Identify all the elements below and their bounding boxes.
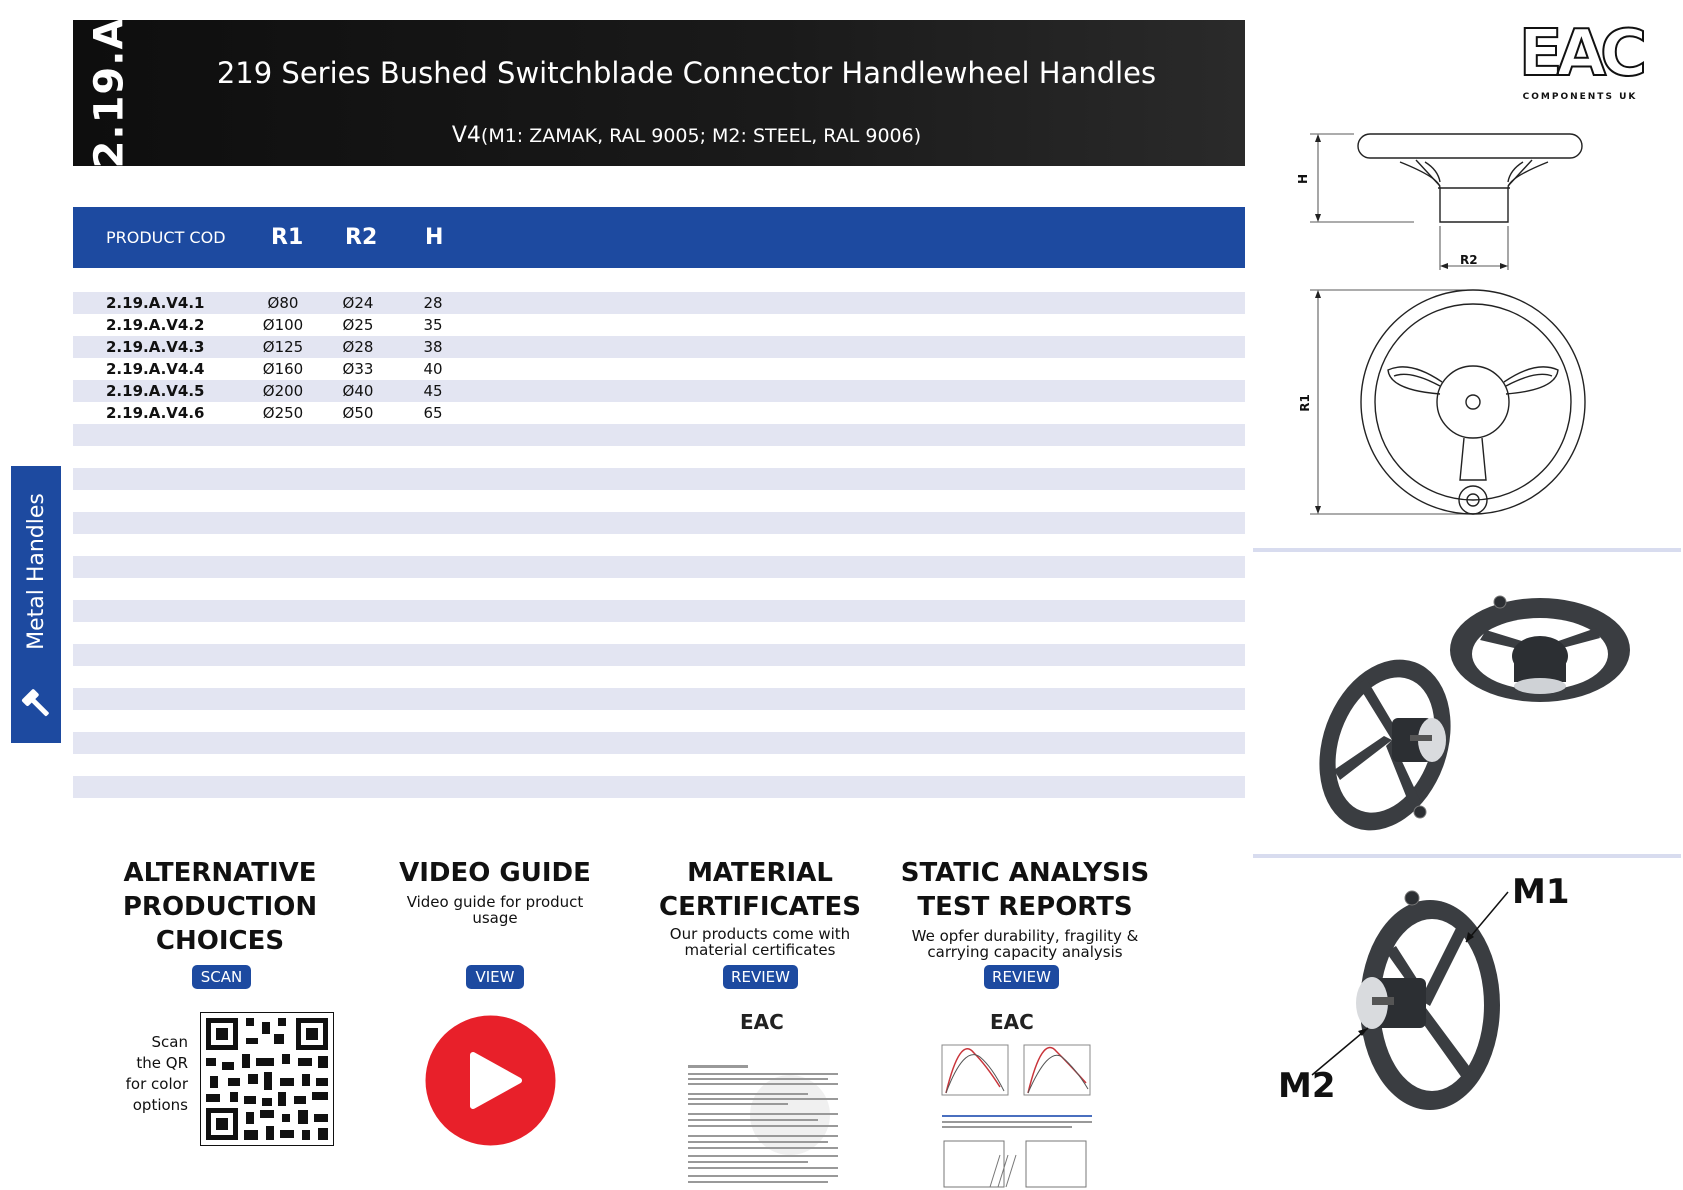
dimension-r2-label: R2 [1460,253,1478,267]
table-row [73,402,1245,424]
cell-h: 35 [423,316,443,334]
column-header-r1: R1 [271,225,304,250]
category-label: Metal Handles [23,492,49,650]
panel-divider [1253,854,1681,858]
cell-h: 65 [423,404,443,422]
table-row [73,380,1245,402]
qr-caption: Scan the QR for color options [125,1033,188,1114]
cell-r2: Ø28 [342,338,374,356]
cell-r2: Ø40 [342,382,374,400]
cell-r2: Ø24 [342,294,374,312]
certificate-thumbnail[interactable] [680,1005,860,1190]
cell-r1: Ø250 [262,404,304,422]
panel-divider [1253,548,1681,552]
material-review-button[interactable]: REVIEW [723,965,798,989]
column-header-r2: R2 [345,225,378,250]
column-header-h: H [425,225,444,250]
series-code: 2.19.A [86,17,132,169]
report-logo-icon: EAC [990,1010,1034,1034]
cell-h: 28 [423,294,443,312]
table-stripe [73,600,1245,622]
cell-h: 38 [423,338,443,356]
video-guide-desc: Video guide for product usage [406,893,584,927]
test-report-thumbnail[interactable] [930,1005,1110,1190]
variant-label: V4 [451,123,481,148]
materials-label: (M1: ZAMAK, RAL 9005; M2: STEEL, RAL 9006) [480,125,922,147]
cell-code: 2.19.A.V4.5 [106,382,205,400]
column-header-product-code: PRODUCT COD [106,228,226,247]
cell-r2: Ø25 [342,316,374,334]
logo-subtitle: COMPONENTS UK [1522,92,1638,102]
material-certificates-title: MATERIAL CERTIFICATES [659,858,861,922]
cell-r2: Ø33 [342,360,374,378]
cell-r1: Ø160 [262,360,304,378]
material-certificates-desc: Our products come with material certificates [669,925,851,959]
technical-drawing [1290,120,1620,520]
cell-r1: Ø125 [262,338,304,356]
table-row [73,314,1245,336]
hammer-icon [20,688,52,720]
table-header [73,207,1245,268]
cell-r1: Ø100 [262,316,304,334]
table-row [73,336,1245,358]
table-stripe [73,776,1245,798]
table-stripe [73,688,1245,710]
cell-r1: Ø200 [262,382,304,400]
category-tab[interactable] [11,466,61,743]
product-render [1300,590,1660,840]
certificate-logo-icon: EAC [740,1010,784,1034]
scan-button[interactable]: SCAN [192,965,251,989]
logo-text: EAC [1518,17,1642,91]
table-stripe [73,512,1245,534]
cell-h: 45 [423,382,443,400]
cell-r2: Ø50 [342,404,374,422]
brand-logo [1500,14,1660,108]
qr-code-icon[interactable] [200,1012,334,1146]
cell-r1: Ø80 [267,294,299,312]
material-m2-label: M2 [1278,1066,1336,1106]
table-stripe [73,424,1245,446]
page-title: 219 Series Bushed Switchblade Connector Handlewheel Handles [216,56,1157,90]
static-analysis-desc: We opfer durability, fragility & carrying capacity analysis [911,927,1139,961]
dimension-h-label: H [1296,173,1311,185]
cell-code: 2.19.A.V4.4 [106,360,205,378]
table-stripe [73,556,1245,578]
table-stripe [73,732,1245,754]
video-guide-title: VIDEO GUIDE [399,858,591,888]
table-stripe [73,468,1245,490]
static-review-button[interactable]: REVIEW [984,965,1059,989]
material-m1-label: M1 [1512,872,1570,912]
cell-code: 2.19.A.V4.6 [106,404,205,422]
view-button[interactable]: VIEW [466,965,524,989]
table-row [73,358,1245,380]
cell-code: 2.19.A.V4.3 [106,338,205,356]
cell-code: 2.19.A.V4.1 [106,294,205,312]
play-icon[interactable] [425,1015,556,1146]
cell-code: 2.19.A.V4.2 [106,316,205,334]
page-subtitle [73,123,1245,148]
table-stripe [73,644,1245,666]
cell-h: 40 [423,360,443,378]
table-row [73,292,1245,314]
header-banner [73,17,1245,169]
dimension-r1-label: R1 [1297,394,1312,412]
static-analysis-title: STATIC ANALYSIS TEST REPORTS [900,858,1150,922]
alternative-title: ALTERNATIVE PRODUCTION CHOICES [122,858,318,956]
